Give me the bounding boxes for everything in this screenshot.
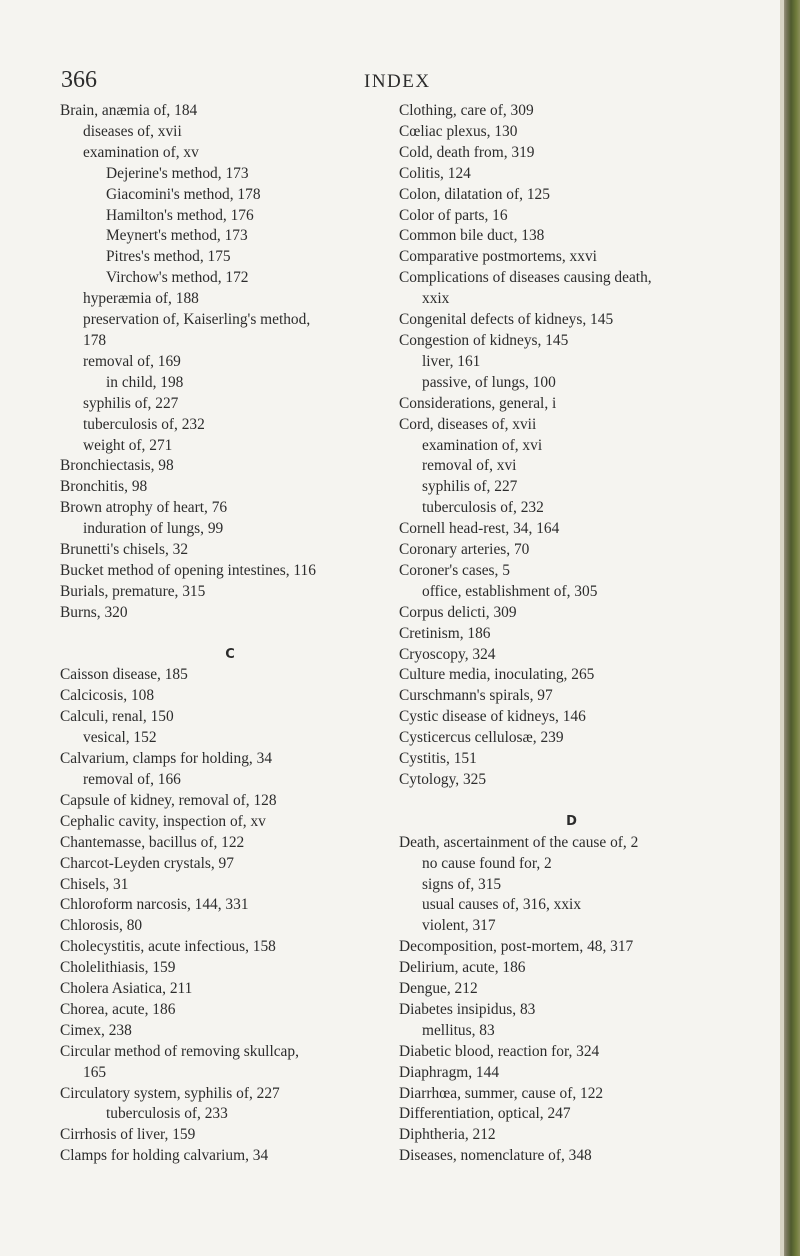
index-entry: Decomposition, post-mortem, 48, 317 [399,938,634,956]
index-subentry: Giacomini's method, 178 [106,185,261,203]
index-entry: Chantemasse, bacillus of, 122 [60,833,245,851]
index-entry: Bronchiectasis, 98 [60,457,174,475]
index-subentry: tuberculosis of, 232 [422,499,544,517]
index-subentry: Virchow's method, 172 [106,269,249,287]
index-entry: Considerations, general, i [399,394,557,412]
section-spacer [399,791,744,812]
index-subentry: removal of, 169 [83,352,181,370]
index-entry: Dengue, 212 [399,980,478,998]
index-subentry: syphilis of, 227 [83,394,179,412]
index-entry: Calcicosis, 108 [60,687,155,705]
index-entry: Complications of diseases causing death, [399,269,652,287]
index-entry: Circulatory system, syphilis of, 227 [60,1084,280,1102]
page-number: 366 [61,67,97,93]
index-entry: Cold, death from, 319 [399,143,535,161]
index-subentry: induration of lungs, 99 [83,520,224,538]
index-entry: Chisels, 31 [60,875,129,893]
index-entry: Cystic disease of kidneys, 146 [399,708,586,726]
section-spacer [60,624,400,645]
index-entry: Diaphragm, 144 [399,1063,500,1081]
index-entry: Chloroform narcosis, 144, 331 [60,896,249,914]
running-head: INDEX [364,71,431,92]
index-subentry: no cause found for, 2 [422,854,552,872]
index-entry: Comparative postmortems, xxvi [399,248,597,266]
index-subentry: tuberculosis of, 232 [83,415,205,433]
index-subentry: signs of, 315 [422,875,502,893]
index-entry: Congenital defects of kidneys, 145 [399,311,614,329]
index-subentry: examination of, xvi [422,436,543,454]
index-entry: Chorea, acute, 186 [60,1000,176,1018]
index-entry: Capsule of kidney, removal of, 128 [60,791,277,809]
left-index-column [60,101,400,1167]
index-entry: Diphtheria, 212 [399,1126,496,1144]
section-letter-heading: C [225,646,235,662]
index-entry: Calvarium, clamps for holding, 34 [60,750,273,768]
index-entry: Cephalic cavity, inspection of, xv [60,812,266,830]
index-entry: Culture media, inoculating, 265 [399,666,595,684]
index-entry: Circular method of removing skullcap, [60,1042,299,1060]
index-subentry: preservation of, Kaiserling's method, [83,311,311,329]
index-entry: Congestion of kidneys, 145 [399,331,569,349]
index-subentry: syphilis of, 227 [422,478,518,496]
index-entry: Diabetic blood, reaction for, 324 [399,1042,600,1060]
index-entry: Bronchitis, 98 [60,478,148,496]
index-entry: Caisson disease, 185 [60,666,188,684]
index-entry: Calculi, renal, 150 [60,708,174,726]
index-entry-continuation: 178 [83,331,107,349]
index-entry: Cryoscopy, 324 [399,645,496,663]
right-index-column [399,101,744,1167]
index-entry: Cimex, 238 [60,1021,132,1039]
index-subentry: weight of, 271 [83,436,173,454]
index-subentry: Hamilton's method, 176 [106,206,254,224]
index-entry: Cytology, 325 [399,771,487,788]
index-entry: Cirrhosis of liver, 159 [60,1126,196,1144]
index-entry: Brown atrophy of heart, 76 [60,499,228,517]
page-edge-binding [780,0,800,1256]
index-entry: Cord, diseases of, xvii [399,415,537,433]
index-entry: Diabetes insipidus, 83 [399,1000,536,1018]
index-entry: Differentiation, optical, 247 [399,1105,571,1123]
index-entry: Cholera Asiatica, 211 [60,980,193,998]
index-subentry: violent, 317 [422,917,496,935]
index-entry: Coronary arteries, 70 [399,541,530,559]
index-entry-continuation: 165 [83,1063,107,1081]
index-entry: Colitis, 124 [399,164,471,182]
index-entry: Diarrhœa, summer, cause of, 122 [399,1084,604,1102]
index-entry: Curschmann's spirals, 97 [399,687,553,705]
index-entry: Coroner's cases, 5 [399,561,510,579]
index-entry-continuation: xxix [422,290,450,308]
index-entry: Cholelithiasis, 159 [60,959,176,977]
index-subentry: Dejerine's method, 173 [106,164,249,182]
index-subentry: in child, 198 [106,373,184,391]
index-subentry: diseases of, xvii [83,122,182,140]
index-entry: Clothing, care of, 309 [399,102,534,119]
index-entry: Brain, anæmia of, 184 [60,102,198,119]
index-entry: Bucket method of opening intestines, 116 [60,561,316,579]
index-subentry: examination of, xv [83,143,199,161]
index-subentry: Pitres's method, 175 [106,248,231,266]
index-entry: Clamps for holding calvarium, 34 [60,1147,269,1165]
index-entry: Diseases, nomenclature of, 348 [399,1147,592,1165]
index-subentry: office, establishment of, 305 [422,582,598,600]
index-subentry: usual causes of, 316, xxix [422,896,582,914]
index-subentry: removal of, 166 [83,770,181,788]
index-entry: Charcot-Leyden crystals, 97 [60,854,234,872]
index-subentry: removal of, xvi [422,457,517,475]
index-entry: Cysticercus cellulosæ, 239 [399,729,564,747]
index-subentry: vesical, 152 [83,729,157,747]
index-subentry: tuberculosis of, 233 [106,1105,228,1123]
index-subentry: hyperæmia of, 188 [83,290,199,308]
index-entry: Corpus delicti, 309 [399,603,517,621]
index-entry: Color of parts, 16 [399,206,508,224]
index-entry: Death, ascertainment of the cause of, 2 [399,833,639,851]
index-entry: Brunetti's chisels, 32 [60,541,189,559]
index-entry: Cholecystitis, acute infectious, 158 [60,938,276,956]
index-entry: Cystitis, 151 [399,750,477,768]
index-entry: Cretinism, 186 [399,624,491,642]
index-subentry: liver, 161 [422,352,481,370]
index-entry: Cornell head-rest, 34, 164 [399,520,560,538]
index-entry: Burns, 320 [60,603,128,621]
index-entry: Common bile duct, 138 [399,227,545,245]
index-entry: Colon, dilatation of, 125 [399,185,550,203]
index-subentry: mellitus, 83 [422,1021,495,1039]
index-entry: Burials, premature, 315 [60,582,206,600]
index-subentry: Meynert's method, 173 [106,227,248,245]
index-entry: Delirium, acute, 186 [399,959,526,977]
index-subentry: passive, of lungs, 100 [422,373,556,391]
index-entry: Cœliac plexus, 130 [399,122,518,140]
index-entry: Chlorosis, 80 [60,917,143,935]
section-letter-heading: D [566,813,577,829]
